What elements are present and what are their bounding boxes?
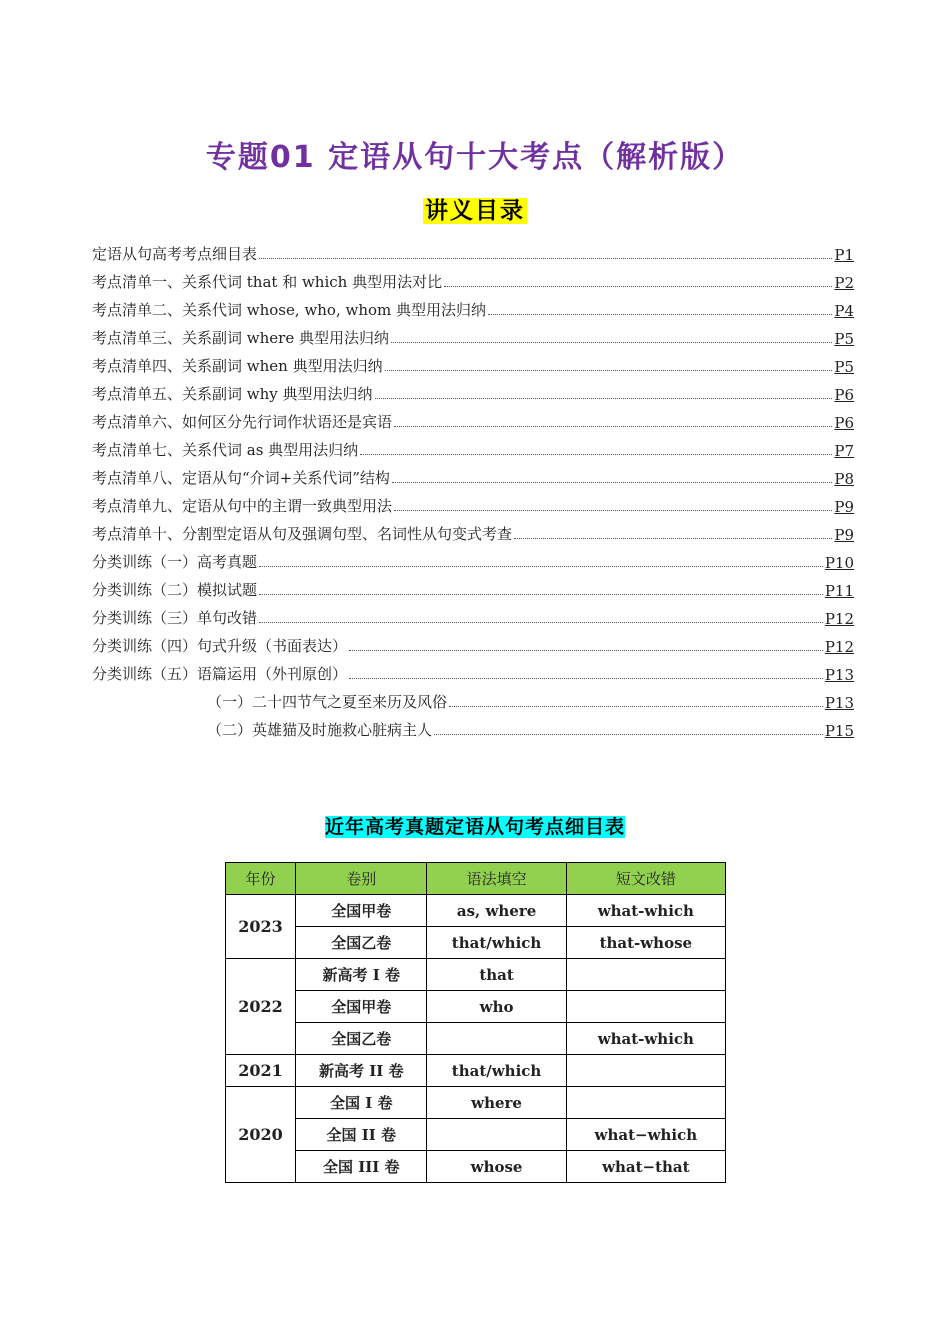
grammar-fill-cell: that (427, 959, 566, 991)
toc-entry-page[interactable]: P8 (834, 470, 854, 488)
toc-leader-dots (259, 566, 823, 567)
error-correction-cell: what-which (566, 1023, 725, 1055)
header-year: 年份 (226, 863, 296, 895)
toc-entry-page[interactable]: P6 (834, 386, 854, 404)
table-of-contents (92, 236, 854, 740)
paper-cell: 全国乙卷 (296, 1023, 427, 1055)
error-correction-cell: what−which (566, 1119, 725, 1151)
error-correction-cell: that-whose (566, 927, 725, 959)
paper-cell: 全国甲卷 (296, 991, 427, 1023)
toc-entry[interactable] (92, 320, 854, 348)
grammar-fill-cell: that/which (427, 1055, 566, 1087)
grammar-fill-cell: that/which (427, 927, 566, 959)
error-correction-cell (566, 1055, 725, 1087)
paper-cell: 全国 III 卷 (296, 1151, 427, 1183)
toc-heading-text: 讲义目录 (425, 198, 525, 224)
table-heading (0, 812, 950, 839)
toc-entry-label: 考点清单三、关系副词 where 典型用法归纳 (92, 329, 389, 347)
toc-entry-label: 分类训练（三）单句改错 (92, 609, 258, 627)
toc-entry[interactable] (92, 600, 854, 628)
toc-entry-page[interactable]: P11 (824, 582, 854, 600)
paper-cell: 全国 I 卷 (296, 1087, 427, 1119)
year-cell: 2022 (226, 959, 296, 1055)
toc-entry[interactable] (92, 516, 854, 544)
toc-entry-page[interactable]: P15 (824, 722, 854, 740)
toc-leader-dots (385, 370, 833, 371)
toc-entry[interactable] (92, 712, 854, 740)
error-correction-cell: what−that (566, 1151, 725, 1183)
paper-cell: 新高考 II 卷 (296, 1055, 427, 1087)
toc-leader-dots (259, 258, 832, 259)
table-row (226, 959, 726, 991)
paper-cell: 全国甲卷 (296, 895, 427, 927)
toc-entry-page[interactable]: P1 (834, 246, 854, 264)
toc-entry-page[interactable]: P9 (834, 526, 854, 544)
table-row (226, 1055, 726, 1087)
grammar-fill-cell: as, where (427, 895, 566, 927)
toc-entry-page[interactable]: P12 (824, 610, 854, 628)
toc-entry[interactable] (92, 544, 854, 572)
toc-entry[interactable] (92, 404, 854, 432)
paper-cell: 全国 II 卷 (296, 1119, 427, 1151)
table-row (226, 991, 726, 1023)
toc-leader-dots (488, 314, 832, 315)
year-cell: 2021 (226, 1055, 296, 1087)
table-row (226, 1119, 726, 1151)
toc-entry[interactable] (92, 628, 854, 656)
toc-entry-label: 分类训练（五）语篇运用（外刊原创） (92, 665, 348, 683)
table-row (226, 1023, 726, 1055)
toc-entry-label: 考点清单六、如何区分先行词作状语还是宾语 (92, 413, 393, 431)
table-row (226, 927, 726, 959)
toc-leader-dots (392, 482, 832, 483)
toc-entry-label: 分类训练（二）模拟试题 (92, 581, 258, 599)
toc-entry-label: 分类训练（一）高考真题 (92, 553, 258, 571)
exam-points-table (225, 862, 726, 1183)
toc-entry[interactable] (92, 236, 854, 264)
header-error-correction: 短文改错 (566, 863, 725, 895)
toc-leader-dots (349, 650, 823, 651)
error-correction-cell: what-which (566, 895, 725, 927)
toc-entry-label: 考点清单一、关系代词 that 和 which 典型用法对比 (92, 273, 443, 291)
toc-entry-page[interactable]: P9 (834, 498, 854, 516)
grammar-fill-cell: who (427, 991, 566, 1023)
paper-cell: 新高考 I 卷 (296, 959, 427, 991)
error-correction-cell (566, 991, 725, 1023)
toc-leader-dots (434, 734, 823, 735)
toc-entry-label: 考点清单五、关系副词 why 典型用法归纳 (92, 385, 373, 403)
toc-entry[interactable] (92, 656, 854, 684)
toc-entry[interactable] (92, 432, 854, 460)
toc-leader-dots (444, 286, 832, 287)
toc-entry[interactable] (92, 292, 854, 320)
paper-cell: 全国乙卷 (296, 927, 427, 959)
year-cell: 2023 (226, 895, 296, 959)
toc-entry-page[interactable]: P7 (834, 442, 854, 460)
grammar-fill-cell: whose (427, 1151, 566, 1183)
toc-entry-label: 考点清单八、定语从句“介词+关系代词”结构 (92, 469, 390, 487)
table-row (226, 895, 726, 927)
toc-entry-label: （一）二十四节气之夏至来历及风俗 (207, 693, 448, 711)
year-cell: 2020 (226, 1087, 296, 1183)
toc-leader-dots (391, 342, 832, 343)
toc-leader-dots (394, 426, 832, 427)
toc-entry-label: 分类训练（四）句式升级（书面表达） (92, 637, 348, 655)
toc-entry-label: 考点清单十、分割型定语从句及强调句型、名词性从句变式考查 (92, 525, 513, 543)
toc-entry[interactable] (92, 684, 854, 712)
table-row (226, 1087, 726, 1119)
toc-leader-dots (259, 622, 823, 623)
toc-entry[interactable] (92, 460, 854, 488)
toc-entry[interactable] (92, 264, 854, 292)
toc-entry-page[interactable]: P12 (824, 638, 854, 656)
toc-entry-page[interactable]: P2 (834, 274, 854, 292)
toc-entry-label: 考点清单七、关系代词 as 典型用法归纳 (92, 441, 359, 459)
error-correction-cell (566, 1087, 725, 1119)
toc-leader-dots (449, 706, 823, 707)
toc-entry-page[interactable]: P13 (824, 666, 854, 684)
grammar-fill-cell (427, 1119, 566, 1151)
document-title: 专题01 定语从句十大考点（解析版） (205, 140, 745, 175)
toc-entry[interactable] (92, 376, 854, 404)
toc-entry-label: 考点清单二、关系代词 whose, who, whom 典型用法归纳 (92, 301, 487, 319)
toc-entry[interactable] (92, 572, 854, 600)
toc-leader-dots (375, 398, 833, 399)
header-grammar-fill: 语法填空 (427, 863, 566, 895)
toc-leader-dots (514, 538, 832, 539)
toc-entry-page[interactable]: P4 (834, 302, 854, 320)
toc-entry[interactable] (92, 488, 854, 516)
toc-entry-label: 定语从句高考考点细目表 (92, 245, 258, 263)
toc-entry-label: 考点清单九、定语从句中的主谓一致典型用法 (92, 497, 393, 515)
toc-entry-page[interactable]: P10 (824, 554, 854, 572)
toc-leader-dots (259, 594, 823, 595)
toc-entry-page[interactable]: P5 (834, 330, 854, 348)
toc-entry-page[interactable]: P6 (834, 414, 854, 432)
toc-entry-label: 考点清单四、关系副词 when 典型用法归纳 (92, 357, 383, 375)
table-heading-text: 近年高考真题定语从句考点细目表 (324, 816, 625, 838)
header-paper: 卷别 (296, 863, 427, 895)
grammar-fill-cell (427, 1023, 566, 1055)
toc-leader-dots (360, 454, 832, 455)
table-row (226, 1151, 726, 1183)
toc-entry-label: （二）英雄猫及时施救心脏病主人 (207, 721, 433, 739)
toc-entry[interactable] (92, 348, 854, 376)
toc-entry-page[interactable]: P13 (824, 694, 854, 712)
toc-leader-dots (349, 678, 823, 679)
toc-heading (0, 192, 950, 225)
toc-entry-page[interactable]: P5 (834, 358, 854, 376)
grammar-fill-cell: where (427, 1087, 566, 1119)
toc-leader-dots (394, 510, 832, 511)
error-correction-cell (566, 959, 725, 991)
